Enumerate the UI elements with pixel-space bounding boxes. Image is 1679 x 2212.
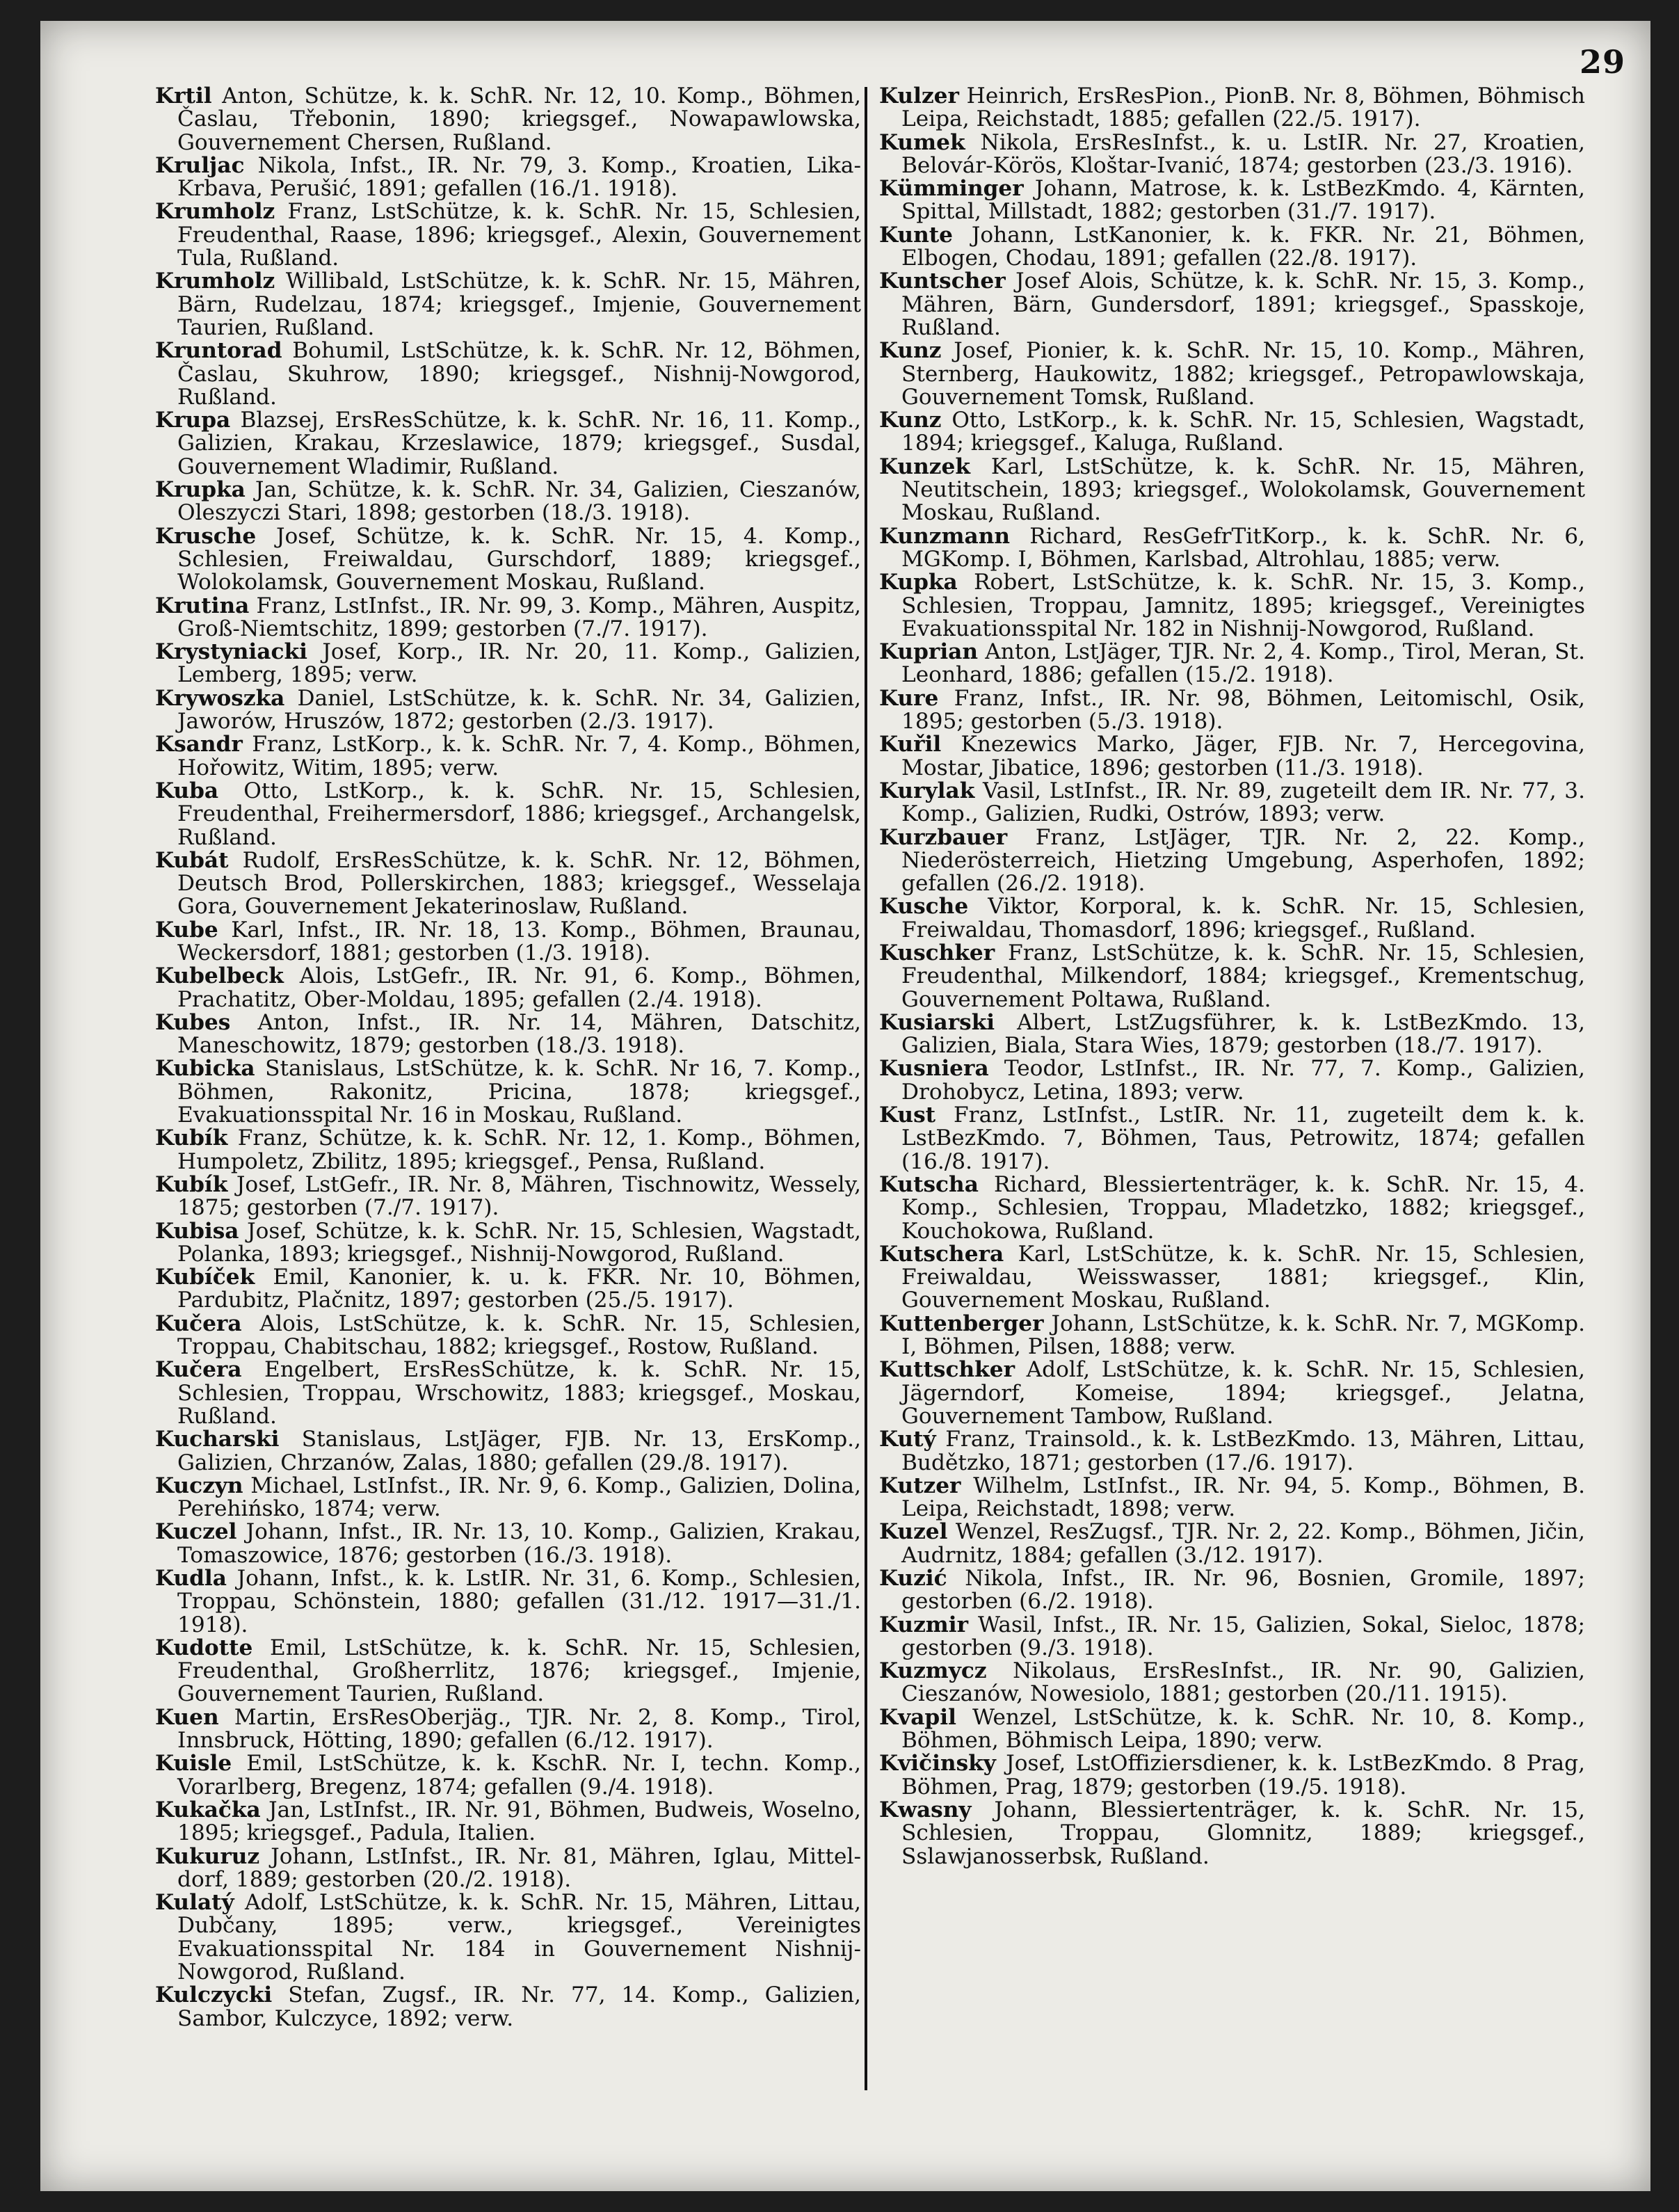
entry-details: Stefan, Zugsf., IR. Nr. 77, 14. Komp., Galizien, Sambor, Kulczyce, 1892; verw. <box>177 1982 861 2031</box>
entry-surname: Krumholz <box>155 199 275 225</box>
entry-surname: Kuisle <box>155 1751 232 1777</box>
entry-details: Johann, Infst., k. k. LstIR. Nr. 31, 6. Komp., Schlesien, Troppau, Schönstein, 1880; gefallen (31./12. 1917—31./1. 1918). <box>177 1566 861 1637</box>
list-item <box>155 409 861 479</box>
list-item <box>879 1660 1585 1706</box>
entry-details: Martin, ErsResOberjäg., TJR. Nr. 2, 8. Komp., Tirol, Innsbruck, Hötting, 1890; gefallen (6./12. 1917). <box>177 1704 861 1754</box>
entry-details: Johann, LstInfst., IR. Nr. 81, Mähren, Iglau, Mittel-dorf, 1889; gestorben (20./2. 1918). <box>177 1843 861 1892</box>
entry-details: Willibald, LstSchütze, k. k. SchR. Nr. 15, Mähren, Bärn, Rudelzau, 1874; kriegsgef., Imjenie, Gouvernement Taurien, Rußland. <box>177 269 862 340</box>
list-item <box>879 1104 1585 1173</box>
list-item <box>879 1359 1585 1428</box>
entry-details: Bohumil, LstSchütze, k. k. SchR. Nr. 12, Böhmen, Časlau, Skuhrow, 1890; kriegsgef., Nishnij-Nowgorod, Rußland. <box>177 338 861 410</box>
entry-details: Franz, Schütze, k. k. SchR. Nr. 12, 1. Komp., Böhmen, Humpoletz, Zbilitz, 1895; kriegsgef., Pensa, Rußland. <box>177 1125 861 1174</box>
entry-details: Franz, LstKorp., k. k. SchR. Nr. 7, 4. Komp., Böhmen, Hořowitz, Witim, 1895; verw. <box>177 732 861 780</box>
entry-surname: Kuczel <box>155 1519 237 1545</box>
entry-details: Johann, Infst., IR. Nr. 13, 10. Komp., Galizien, Krakau, Tomaszowice, 1876; gestorben (16./3. 1918). <box>177 1519 861 1568</box>
list-item <box>879 1706 1585 1753</box>
entry-surname: Kurzbauer <box>879 824 1008 850</box>
entry-surname: Kuprian <box>879 639 979 665</box>
entry-surname: Kruntorad <box>155 338 282 364</box>
page-number: 29 <box>1579 43 1625 81</box>
list-item <box>155 1313 861 1359</box>
entry-surname: Kupka <box>879 570 958 595</box>
list-item <box>879 1799 1585 1868</box>
entry-details: Otto, LstKorp., k. k. SchR. Nr. 15, Schlesien, Wagstadt, 1894; kriegsgef., Kaluga, Rußland. <box>901 408 1585 456</box>
list-item <box>879 826 1585 896</box>
list-item <box>879 1011 1585 1058</box>
list-item <box>879 1243 1585 1313</box>
entry-surname: Kumek <box>879 129 965 155</box>
entry-details: Teodor, LstInfst., IR. Nr. 77, 7. Komp., Galizien, Drohobycz, Letina, 1893; verw. <box>901 1056 1585 1105</box>
entry-surname: Kvapil <box>879 1704 956 1730</box>
entry-details: Adolf, LstSchütze, k. k. SchR. Nr. 15, Mähren, Littau, Dubčany, 1895; verw., kriegsgef., Vereinigtes Evakuationsspital Nr. 184 in Gouvernement Nishnij-Nowgorod, Rußland. <box>177 1890 861 1985</box>
entry-surname: Kutý <box>879 1427 936 1452</box>
list-item <box>879 641 1585 687</box>
entry-surname: Kučera <box>155 1311 242 1336</box>
entry-surname: Kubík <box>155 1171 228 1197</box>
entry-surname: Kuntscher <box>879 269 1006 294</box>
entry-surname: Kuzmycz <box>879 1658 987 1684</box>
entry-surname: Kukačka <box>155 1797 261 1822</box>
list-item <box>155 1637 861 1706</box>
entry-details: Richard, ResGefrTitKorp., k. k. SchR. Nr. 6, MGKomp. I, Böhmen, Karlsbad, Altrohlau, 1885; verw. <box>901 523 1585 572</box>
entry-surname: Kwasny <box>879 1797 972 1822</box>
entry-details: Vasil, LstInfst., IR. Nr. 89, zugeteilt dem IR. Nr. 77, 3. Komp., Galizien, Rudki, Ostrów, 1893; verw. <box>901 778 1585 827</box>
list-item <box>155 1567 861 1637</box>
entry-surname: Kubes <box>155 1009 231 1035</box>
entry-surname: Kuttschker <box>879 1357 1015 1383</box>
entry-surname: Kuschker <box>879 940 995 965</box>
entry-details: Blazsej, ErsResSchütze, k. k. SchR. Nr. 16, 11. Komp., Galizien, Krakau, Krzeslawice, 1879; kriegsgef., Susdal, Gouvernement Wladimir, Rußland. <box>177 408 862 479</box>
list-item <box>155 1428 861 1475</box>
list-item <box>155 1127 861 1173</box>
list-item <box>155 1984 861 2030</box>
list-item <box>879 1428 1585 1475</box>
entry-details: Johann, LstSchütze, k. k. SchR. Nr. 7, MGKomp. I, Böhmen, Pilsen, 1888; verw. <box>901 1311 1585 1360</box>
entry-details: Josef, Schütze, k. k. SchR. Nr. 15, Schlesien, Wagstadt, Polanka, 1893; kriegsgef., Nishnij-Nowgorod, Rußland. <box>177 1218 861 1267</box>
entry-details: Anton, Schütze, k. k. SchR. Nr. 12, 10. Komp., Böhmen, Časlau, Třebonin, 1890; kriegsgef., Nowapawlowska, Gouvernement Chersen, Rußland. <box>177 83 861 155</box>
entry-surname: Kulatý <box>155 1890 234 1916</box>
entry-details: Rudolf, ErsResSchütze, k. k. SchR. Nr. 12, Böhmen, Deutsch Brod, Pollerskirchen, 1883; kriegsgef., Wesselaja Gora, Gouvernement Jekaterinoslaw, Rußland. <box>177 847 861 920</box>
entry-details: Franz, LstJäger, TJR. Nr. 2, 22. Komp., Niederösterreich, Hietzing Umgebung, Asperhofen, 1892; gefallen (26./2. 1918). <box>901 824 1585 897</box>
entry-details: Johann, Matrose, k. k. LstBezKmdo. 4, Kärnten, Spittal, Millstadt, 1882; gestorben (31./7. 1917). <box>901 176 1585 225</box>
list-item <box>879 85 1585 131</box>
entry-details: Karl, LstSchütze, k. k. SchR. Nr. 15, Schlesien, Freiwaldau, Weisswasser, 1881; kriegsgef., Klin, Gouvernement Moskau, Rußland. <box>901 1241 1585 1313</box>
list-item <box>879 1313 1585 1359</box>
entry-details: Karl, LstSchütze, k. k. SchR. Nr. 15, Mähren, Neutitschein, 1893; kriegsgef., Wolokolamsk, Gouvernement Moskau, Rußland. <box>901 454 1585 526</box>
entry-surname: Kučera <box>155 1357 242 1383</box>
list-item <box>879 895 1585 942</box>
entry-details: Nikolaus, ErsResInfst., IR. Nr. 90, Galizien, Cieszanów, Nowesiolo, 1881; gestorben (20./11. 1915). <box>901 1658 1585 1707</box>
page <box>40 21 1650 2191</box>
entry-surname: Krywoszka <box>155 685 285 711</box>
entry-surname: Kudotte <box>155 1635 253 1660</box>
list-item <box>879 456 1585 525</box>
list-item <box>879 1614 1585 1660</box>
entry-surname: Kusche <box>879 894 969 920</box>
list-item <box>879 1173 1585 1243</box>
entry-surname: Kubíček <box>155 1265 255 1290</box>
entry-details: Engelbert, ErsResSchütze, k. k. SchR. Nr. 15, Schlesien, Troppau, Wrschowitz, 1883; kriegsgef., Moskau, Rußland. <box>177 1357 862 1429</box>
entry-surname: Kube <box>155 917 218 943</box>
list-item <box>155 595 861 641</box>
entry-surname: Kukuruz <box>155 1843 260 1869</box>
entry-surname: Kunz <box>879 338 942 364</box>
entry-surname: Kunzek <box>879 454 970 479</box>
list-item <box>155 1220 861 1267</box>
entry-details: Franz, LstInfst., IR. Nr. 99, 3. Komp., Mähren, Auspitz, Groß-Niemtschitz, 1899; gestorben (7./7. 1917). <box>177 593 861 641</box>
entry-surname: Krystyniacki <box>155 639 307 665</box>
entry-surname: Kure <box>879 685 939 711</box>
entry-surname: Kusniera <box>879 1056 989 1082</box>
entry-details: Johann, LstKanonier, k. k. FKR. Nr. 21, Böhmen, Elbogen, Chodau, 1891; gefallen (22./8. 1917). <box>901 222 1585 271</box>
list-item <box>879 571 1585 641</box>
list-item <box>155 1752 861 1799</box>
entry-surname: Kurylak <box>879 778 975 803</box>
list-item <box>155 641 861 687</box>
entry-details: Alois, LstSchütze, k. k. SchR. Nr. 15, Schlesien, Troppau, Chabitschau, 1882; kriegsgef., Rostow, Rußland. <box>177 1311 862 1360</box>
entry-surname: Kuřil <box>879 732 942 758</box>
entry-details: Josef, Pionier, k. k. SchR. Nr. 15, 10. Komp., Mähren, Sternberg, Haukowitz, 1882; kriegsgef., Petropawlowskaja, Gouvernement Tomsk, Rußland. <box>901 338 1585 410</box>
list-item <box>155 1359 861 1428</box>
list-item <box>879 224 1585 271</box>
entry-details: Anton, LstJäger, TJR. Nr. 2, 4. Komp., Tirol, Meran, St. Leonhard, 1886; gefallen (15./2. 1918). <box>901 639 1585 688</box>
entry-details: Knezewics Marko, Jäger, FJB. Nr. 7, Hercegovina, Mostar, Jibatice, 1896; gestorben (11./3. 1918). <box>901 732 1585 780</box>
entry-surname: Kuzmir <box>879 1612 969 1637</box>
list-item <box>879 1521 1585 1567</box>
entry-surname: Ksandr <box>155 732 243 758</box>
entry-surname: Krumholz <box>155 269 275 294</box>
list-item <box>155 1521 861 1567</box>
entry-surname: Kuttenberger <box>879 1311 1044 1336</box>
right-column <box>879 85 1585 1868</box>
entry-details: Wilhelm, LstInfst., IR. Nr. 94, 5. Komp., Böhmen, B. Leipa, Reichstadt, 1898; verw. <box>901 1473 1585 1522</box>
entry-surname: Kvičinsky <box>879 1751 996 1777</box>
list-item <box>879 131 1585 178</box>
entry-details: Josef, LstGefr., IR. Nr. 8, Mähren, Tischnowitz, Wessely, 1875; gestorben (7./7. 1917). <box>177 1171 862 1221</box>
entry-details: Josef, Schütze, k. k. SchR. Nr. 15, 4. Komp., Schlesien, Freiwaldau, Gurschdorf, 1889; kriegsgef., Wolokolamsk, Gouvernement Moskau, Rußland. <box>177 523 861 595</box>
entry-surname: Kutschera <box>879 1241 1004 1267</box>
entry-surname: Kudla <box>155 1566 227 1591</box>
entry-surname: Kruljac <box>155 152 245 178</box>
entry-details: Wenzel, ResZugsf., TJR. Nr. 2, 22. Komp., Böhmen, Jičin, Audrnitz, 1884; gefallen (3./12. 1917). <box>901 1519 1586 1568</box>
list-item <box>879 1752 1585 1799</box>
list-item <box>155 919 861 965</box>
entry-details: Jan, LstInfst., IR. Nr. 91, Böhmen, Budweis, Woselno, 1895; kriegsgef., Padula, Italien. <box>177 1797 861 1846</box>
entry-surname: Krutina <box>155 593 250 618</box>
entry-surname: Kubelbeck <box>155 963 284 989</box>
entry-details: Nikola, Infst., IR. Nr. 79, 3. Komp., Kroatien, Lika-Krbava, Perušić, 1891; gefallen (16./1. 1918). <box>177 152 861 202</box>
entry-details: Daniel, LstSchütze, k. k. SchR. Nr. 34, Galizien, Jaworów, Hruszów, 1872; gestorben (2./3. 1917). <box>177 685 861 735</box>
entry-details: Adolf, LstSchütze, k. k. SchR. Nr. 15, Schlesien, Jägerndorf, Komeise, 1894; kriegsgef., Jelatna, Gouvernement Tambow, Rußland. <box>901 1357 1585 1429</box>
list-item <box>155 849 861 919</box>
entry-surname: Kunz <box>879 408 942 433</box>
list-item <box>155 1475 861 1521</box>
entry-details: Nikola, ErsResInfst., k. u. LstIR. Nr. 27, Kroatien, Belovár-Körös, Kloštar-Ivanić, 1874; gestorben (23./3. 1916). <box>901 129 1585 178</box>
entry-details: Anton, Infst., IR. Nr. 14, Mähren, Datschitz, Maneschowitz, 1879; gestorben (18./3. 1918). <box>177 1009 861 1059</box>
left-column <box>155 85 861 2030</box>
list-item <box>155 1011 861 1058</box>
list-item <box>879 1567 1585 1614</box>
entry-surname: Kümminger <box>879 176 1024 202</box>
entry-details: Emil, LstSchütze, k. k. SchR. Nr. 15, Schlesien, Freudenthal, Großherrlitz, 1876; kriegsgef., Imjenie, Gouvernement Taurien, Rußland. <box>177 1635 861 1707</box>
list-item <box>155 1057 861 1127</box>
entry-details: Franz, LstInfst., LstIR. Nr. 11, zugeteilt dem k. k. LstBezKmdo. 7, Böhmen, Taus, Petrowitz, 1874; gefallen (16./8. 1917). <box>901 1103 1585 1174</box>
list-item <box>155 965 861 1011</box>
list-item <box>155 85 861 154</box>
list-item <box>879 409 1585 456</box>
entry-surname: Kust <box>879 1103 936 1128</box>
list-item <box>155 154 861 201</box>
entry-surname: Kubicka <box>155 1056 255 1082</box>
list-item <box>879 1057 1585 1104</box>
list-item <box>879 687 1585 734</box>
entry-details: Johann, Blessiertenträger, k. k. SchR. Nr. 15, Schlesien, Troppau, Glomnitz, 1889; kriegsgef., Sslawjanosserbsk, Rußland. <box>901 1797 1586 1869</box>
list-item <box>155 1891 861 1984</box>
entry-details: Richard, Blessiertenträger, k. k. SchR. Nr. 15, 4. Komp., Schlesien, Troppau, Mladetzko, 1882; kriegsgef., Kouchokowa, Rußland. <box>901 1171 1585 1244</box>
entry-details: Karl, Infst., IR. Nr. 18, 13. Komp., Böhmen, Braunau, Weckersdorf, 1881; gestorben (1./3. 1918). <box>177 917 861 965</box>
entry-surname: Kuen <box>155 1704 219 1730</box>
entry-details: Jan, Schütze, k. k. SchR. Nr. 34, Galizien, Cieszanów, Oleszyczi Stari, 1898; gestorben (18./3. 1918). <box>177 477 861 526</box>
entry-surname: Kuzel <box>879 1519 948 1545</box>
entry-details: Franz, Infst., IR. Nr. 98, Böhmen, Leitomischl, Osik, 1895; gestorben (5./3. 1918). <box>901 685 1585 735</box>
entry-details: Robert, LstSchütze, k. k. SchR. Nr. 15, 3. Komp., Schlesien, Troppau, Jamnitz, 1895; kriegsgef., Vereinigtes Evakuationsspital Nr. 182 in Nishnij-Nowgorod, Rußland. <box>901 570 1585 641</box>
entry-surname: Kusiarski <box>879 1009 995 1035</box>
list-item <box>879 339 1585 409</box>
list-item <box>155 1706 861 1753</box>
entry-surname: Kuba <box>155 778 219 803</box>
entry-details: Franz, LstSchütze, k. k. SchR. Nr. 15, Schlesien, Freudenthal, Milkendorf, 1884; kriegsgef., Krementschug, Gouvernement Poltawa, Rußland. <box>901 940 1585 1012</box>
entry-details: Stanislaus, LstJäger, FJB. Nr. 13, ErsKomp., Galizien, Chrzanów, Zalas, 1880; gefallen (29./8. 1917). <box>177 1427 861 1475</box>
entry-details: Franz, LstSchütze, k. k. SchR. Nr. 15, Schlesien, Freudenthal, Raase, 1896; kriegsgef., Alexin, Gouvernement Tula, Rußland. <box>177 199 861 271</box>
column-divider <box>865 87 867 2090</box>
entry-surname: Kubisa <box>155 1218 239 1244</box>
entry-surname: Krupa <box>155 408 231 433</box>
list-item <box>879 733 1585 780</box>
list-item <box>879 525 1585 572</box>
list-item <box>155 339 861 409</box>
entry-details: Josef Alois, Schütze, k. k. SchR. Nr. 15, 3. Komp., Mähren, Bärn, Gundersdorf, 1891; kriegsgef., Spasskoje, Rußland. <box>901 269 1586 340</box>
entry-surname: Kuczyn <box>155 1473 243 1498</box>
entry-surname: Krtil <box>155 83 212 109</box>
list-item <box>879 780 1585 826</box>
list-item <box>155 200 861 270</box>
entry-details: Alois, LstGefr., IR. Nr. 91, 6. Komp., Böhmen, Prachatitz, Ober-Moldau, 1895; gefallen (2./4. 1918). <box>177 963 861 1012</box>
entry-surname: Kunzmann <box>879 523 1011 549</box>
entry-surname: Kulzer <box>879 83 959 109</box>
entry-details: Albert, LstZugsführer, k. k. LstBezKmdo. 13, Galizien, Biala, Stara Wies, 1879; gestorben (18./7. 1917). <box>901 1009 1585 1059</box>
entry-surname: Kunte <box>879 222 954 248</box>
entry-surname: Kubát <box>155 847 229 873</box>
list-item <box>155 1266 861 1313</box>
list-item <box>879 1475 1585 1521</box>
entry-surname: Krupka <box>155 477 246 503</box>
list-item <box>879 270 1585 339</box>
list-item <box>155 780 861 849</box>
list-item <box>879 177 1585 224</box>
entry-details: Stanislaus, LstSchütze, k. k. SchR. Nr 16, 7. Komp., Böhmen, Rakonitz, Pricina, 1878; kriegsgef., Evakuationsspital Nr. 16 in Moskau, Rußland. <box>177 1056 861 1128</box>
list-item <box>155 270 861 339</box>
list-item <box>155 1845 861 1892</box>
entry-details: Heinrich, ErsResPion., PionB. Nr. 8, Böhmen, Böhmisch Leipa, Reichstadt, 1885; gefallen (22./5. 1917). <box>901 83 1586 132</box>
list-item <box>155 1173 861 1220</box>
list-item <box>155 687 861 734</box>
entry-surname: Kubík <box>155 1125 228 1151</box>
list-item <box>155 479 861 525</box>
entry-details: Wasil, Infst., IR. Nr. 15, Galizien, Sokal, Sieloc, 1878; gestorben (9./3. 1918). <box>901 1612 1585 1660</box>
entry-surname: Kucharski <box>155 1427 280 1452</box>
entry-details: Emil, Kanonier, k. u. k. FKR. Nr. 10, Böhmen, Pardubitz, Plačnitz, 1897; gestorben (25./5. 1917). <box>177 1265 861 1313</box>
entry-details: Josef, Korp., IR. Nr. 20, 11. Komp., Galizien, Lemberg, 1895; verw. <box>177 639 862 688</box>
entry-details: Franz, Trainsold., k. k. LstBezKmdo. 13, Mähren, Littau, Budětzko, 1871; gestorben (17./6. 1917). <box>901 1427 1585 1475</box>
entry-details: Michael, LstInfst., IR. Nr. 9, 6. Komp., Galizien, Dolina, Perehińsko, 1874; verw. <box>177 1473 861 1522</box>
entry-details: Emil, LstSchütze, k. k. KschR. Nr. I, techn. Komp., Vorarlberg, Bregenz, 1874; gefallen (9./4. 1918). <box>177 1751 861 1800</box>
list-item <box>155 1799 861 1845</box>
entry-details: Otto, LstKorp., k. k. SchR. Nr. 15, Schlesien, Freudenthal, Freihermersdorf, 1886; kriegsgef., Archangelsk, Rußland. <box>177 778 861 850</box>
entry-surname: Kulczycki <box>155 1982 273 2008</box>
entry-surname: Kutzer <box>879 1473 961 1498</box>
list-item <box>155 733 861 780</box>
entry-surname: Krusche <box>155 523 257 549</box>
entry-details: Wenzel, LstSchütze, k. k. SchR. Nr. 10, 8. Komp., Böhmen, Böhmisch Leipa, 1890; verw. <box>901 1704 1585 1754</box>
list-item <box>879 942 1585 1011</box>
entry-details: Viktor, Korporal, k. k. SchR. Nr. 15, Schlesien, Freiwaldau, Thomasdorf, 1896; kriegsgef., Rußland. <box>901 894 1585 943</box>
list-item <box>155 525 861 595</box>
entry-details: Josef, LstOffiziersdiener, k. k. LstBezKmdo. 8 Prag, Böhmen, Prag, 1879; gestorben (19./5. 1918). <box>901 1751 1585 1800</box>
entry-surname: Kuzić <box>879 1566 947 1591</box>
entry-details: Nikola, Infst., IR. Nr. 96, Bosnien, Gromile, 1897; gestorben (6./2. 1918). <box>901 1566 1585 1614</box>
entry-surname: Kutscha <box>879 1171 979 1197</box>
